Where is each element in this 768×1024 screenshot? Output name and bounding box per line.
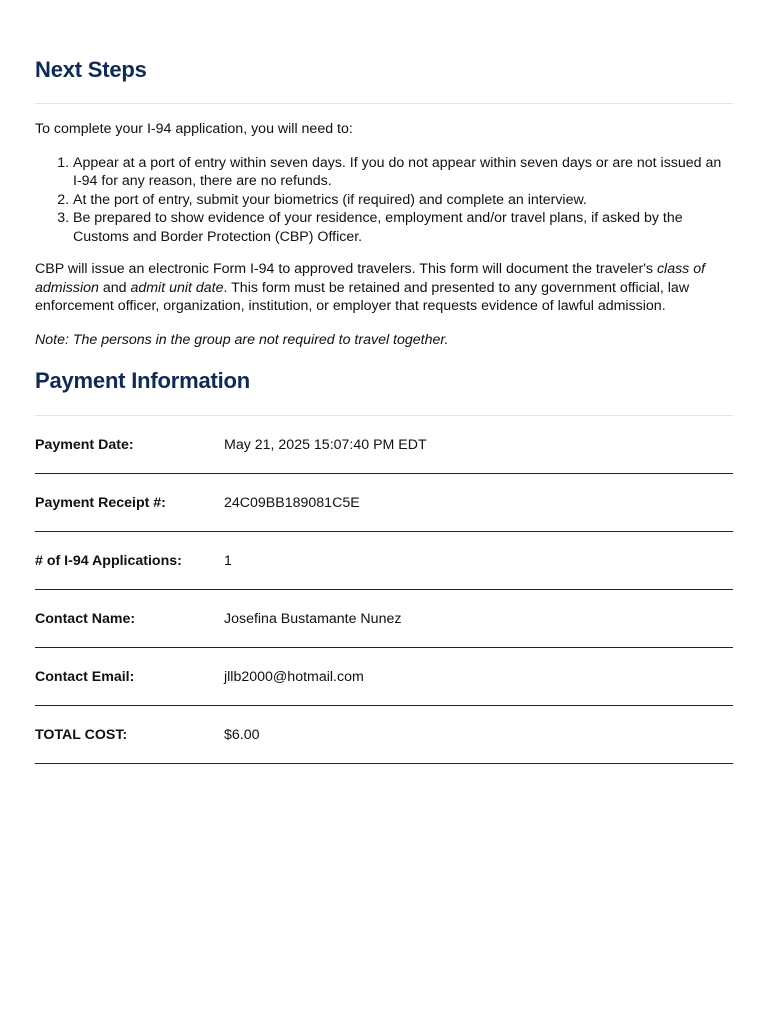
contact-name-row bbox=[35, 590, 733, 648]
class-of-admission-text: class of admission bbox=[35, 261, 706, 296]
total-cost-label: TOTAL COST: bbox=[35, 706, 224, 764]
contact-email-value: jllb2000@hotmail.com bbox=[224, 648, 733, 706]
payment-receipt-value: 24C09BB189081C5E bbox=[224, 474, 733, 532]
cbp-text-part3: . This form must be retained and presented to any government official, law enforcement officer, organization, institution, or employer that requests evidence of lawful admission. bbox=[35, 279, 690, 314]
section-divider bbox=[35, 103, 733, 104]
contact-email-label: Contact Email: bbox=[35, 648, 224, 706]
applications-count-row bbox=[35, 532, 733, 590]
step-item-3: 3. Be prepared to show evidence of your residence, employment and/or travel plans, if asked by the Customs and Border Protection (CBP) Officer. bbox=[73, 209, 733, 246]
cbp-text-part1: CBP will issue an electronic Form I-94 to approved travelers. This form will document the traveler's bbox=[35, 261, 657, 277]
total-cost-value: $6.00 bbox=[224, 706, 733, 764]
payment-date-row bbox=[35, 416, 733, 474]
admit-unit-date-text: admit unit date bbox=[130, 279, 224, 296]
payment-information-heading: Payment Information bbox=[35, 368, 251, 393]
contact-name-value: Josefina Bustamante Nunez bbox=[224, 590, 733, 648]
contact-name-label: Contact Name: bbox=[35, 590, 224, 648]
payment-table bbox=[35, 416, 733, 764]
group-travel-note: Note: The persons in the group are not required to travel together. bbox=[35, 331, 449, 348]
cbp-text-part2: and bbox=[98, 279, 131, 296]
cbp-paragraph bbox=[35, 260, 733, 316]
next-steps-heading: Next Steps bbox=[35, 57, 147, 82]
contact-email-row bbox=[35, 648, 733, 706]
payment-date-value: May 21, 2025 15:07:40 PM EDT bbox=[224, 416, 733, 474]
applications-count-label: # of I-94 Applications: bbox=[35, 532, 224, 590]
steps-list bbox=[35, 154, 733, 247]
applications-count-value: 1 bbox=[224, 532, 733, 590]
next-steps-intro: To complete your I-94 application, you will need to: bbox=[35, 121, 353, 137]
total-cost-row bbox=[35, 706, 733, 764]
payment-receipt-label: Payment Receipt #: bbox=[35, 474, 224, 532]
payment-receipt-row bbox=[35, 474, 733, 532]
step-item-1: 1. Appear at a port of entry within seven days. If you do not appear within seven days or are not issued an I-94 for any reason, there are no refunds. bbox=[73, 154, 733, 191]
payment-date-label: Payment Date: bbox=[35, 416, 224, 474]
step-item-2: 2. At the port of entry, submit your biometrics (if required) and complete an interview. bbox=[73, 191, 733, 210]
